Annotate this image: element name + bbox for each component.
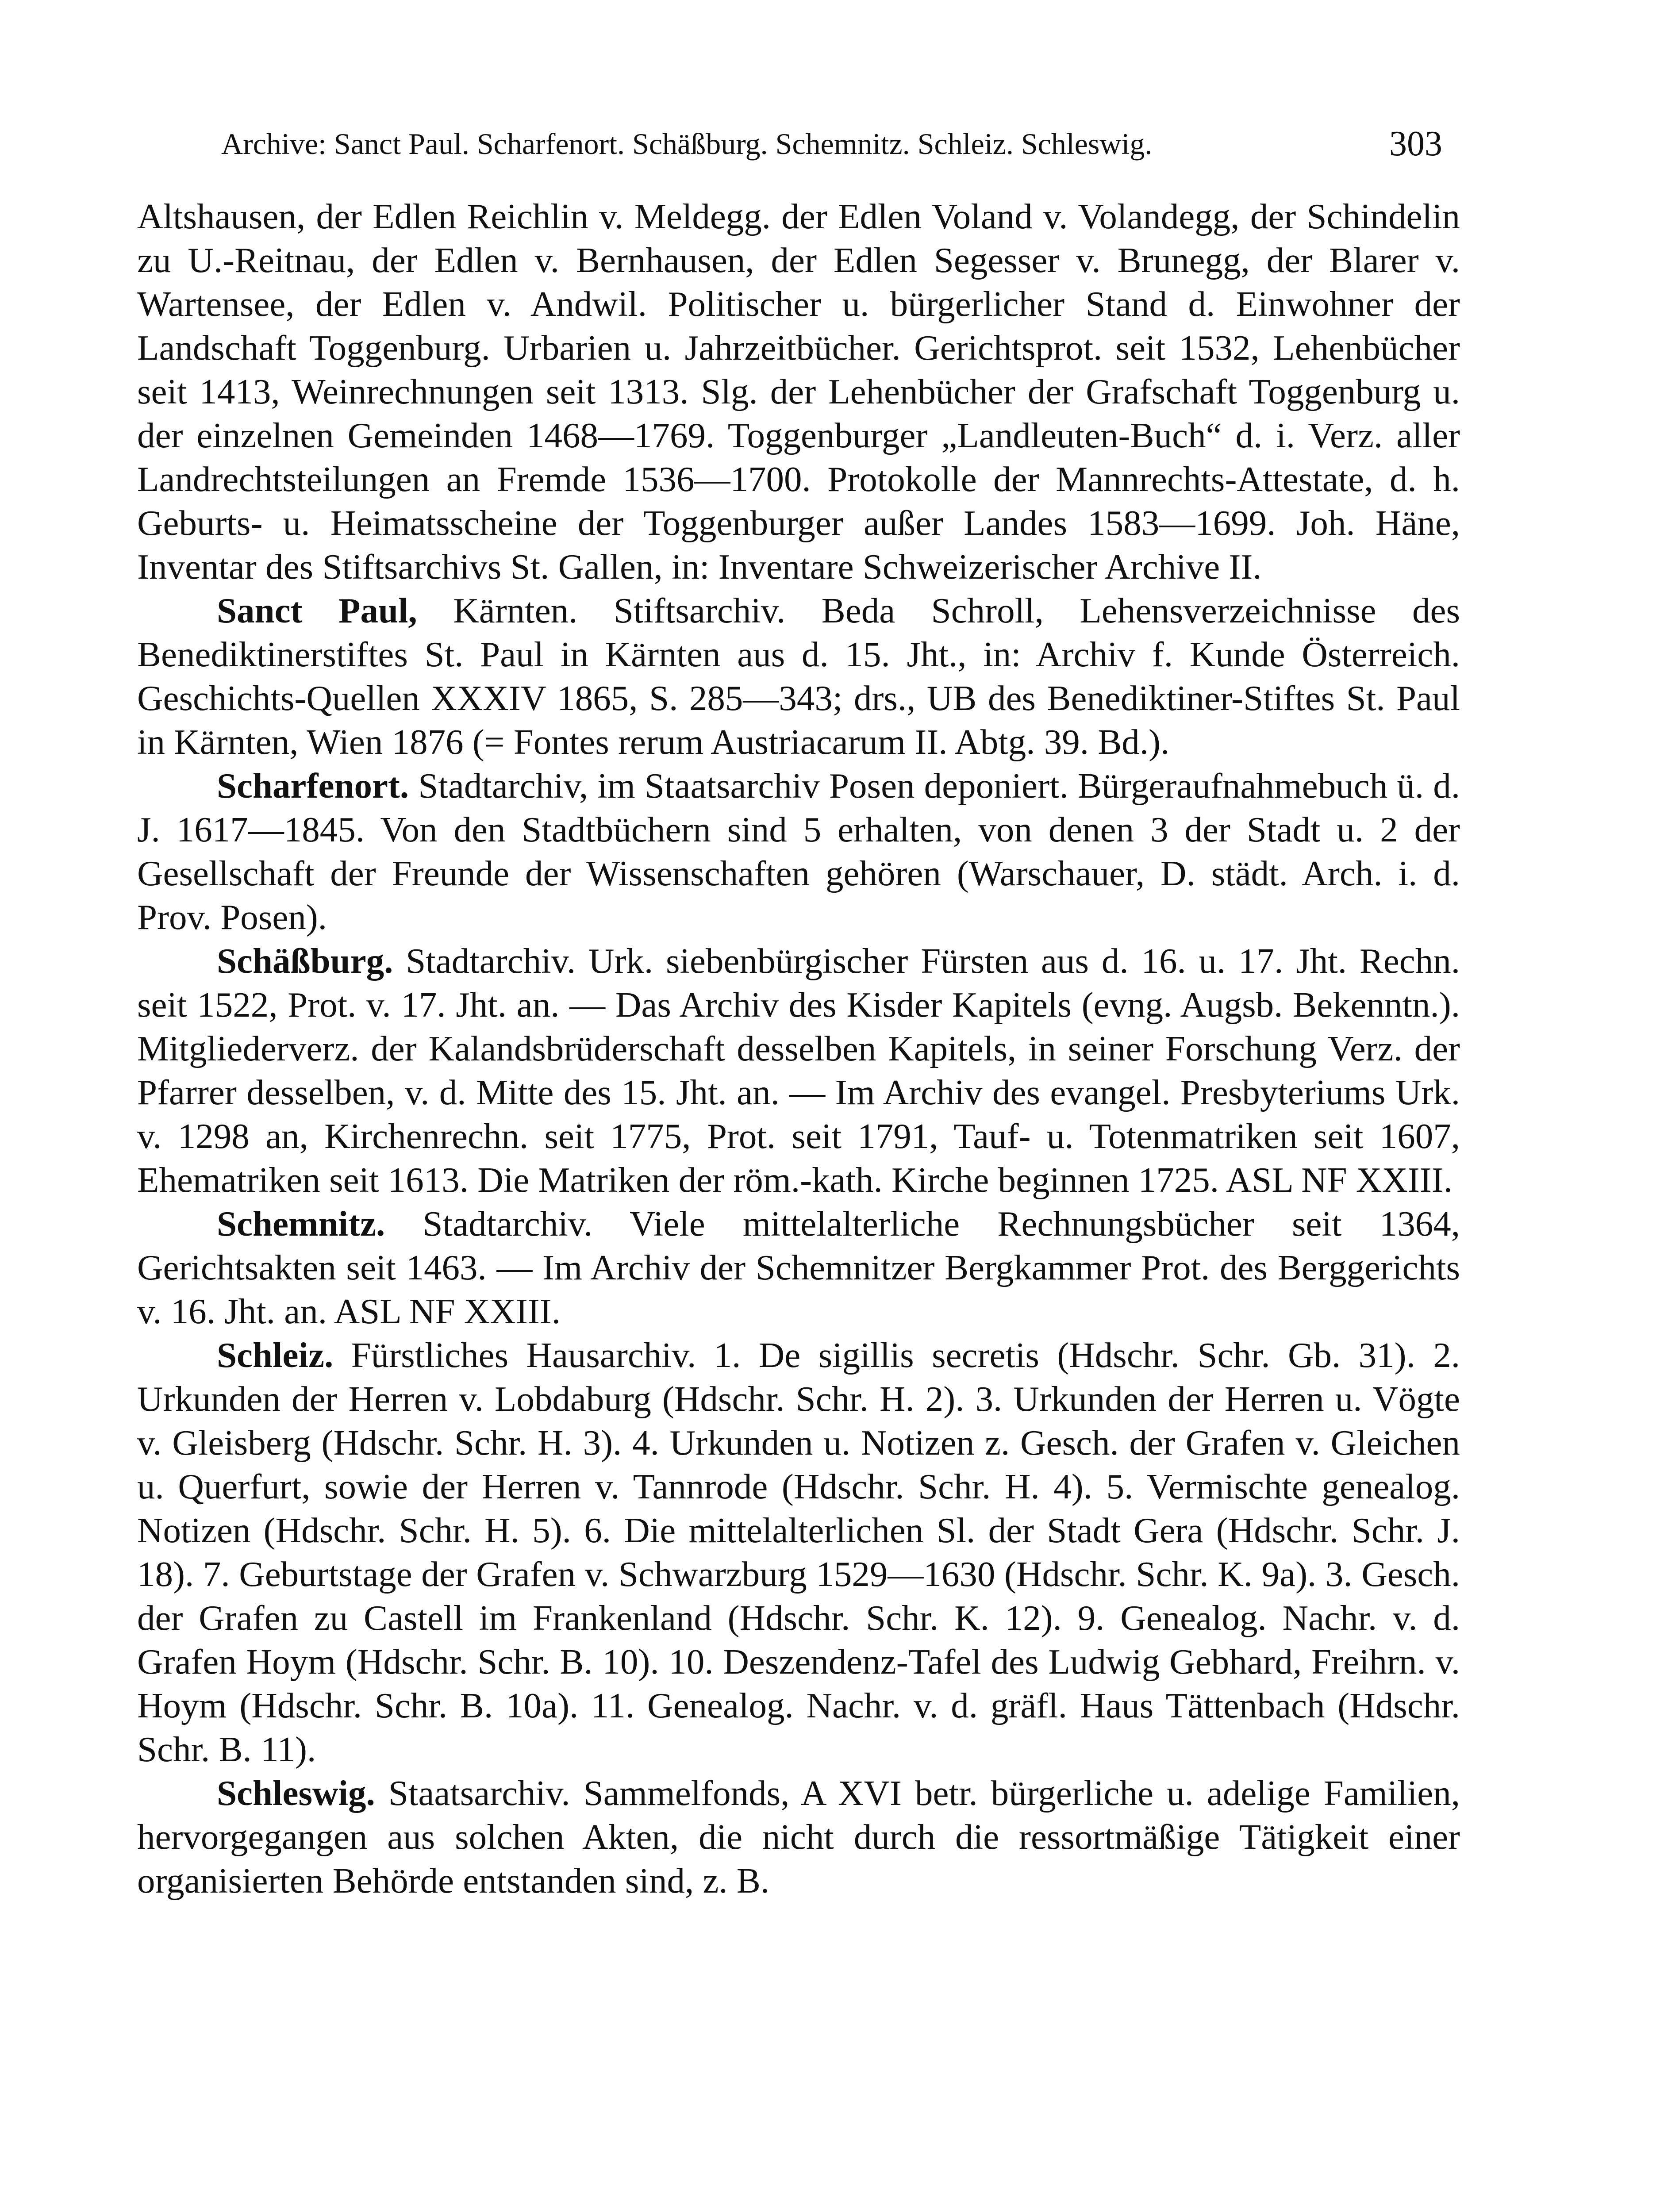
- entry-place: Scharfenort.: [217, 766, 409, 806]
- entry-place: Schleswig.: [217, 1773, 375, 1813]
- entry-sanct-paul: [137, 589, 1460, 764]
- entry-text: Stadtarchiv, im Staatsarchiv Posen deponiert. Bürgeraufnahmebuch ü. d. J. 1617—1845. Von den Stadtbüchern sind 5 erhalten, von denen 3 der Stadt u. 2 der Gesellschaft der Freunde der Wissenschaften gehören (Warschauer, D. städt. Arch. i. d. Prov. Posen).: [137, 766, 1460, 937]
- entry-schemnitz: [137, 1202, 1460, 1333]
- entry-text: Kärnten. Stiftsarchiv. Beda Schroll, Lehensverzeichnisse des Benediktinerstiftes St. Paul in Kärnten aus d. 15. Jht., in: Archiv f. Kunde Österreich. Geschichts-Quellen XXXIV 1865, S. 285—343; drs., UB des Benediktiner-Stiftes St. Paul in Kärnten, Wien 1876 (= Fontes rerum Austriacarum II. Abtg. 39. Bd.).: [137, 591, 1460, 762]
- entry-text: Stadtarchiv. Viele mittelalterliche Rechnungsbücher seit 1364, Gerichtsakten seit 1463. — Im Archiv der Schemnitzer Bergkammer Prot. des Berggerichts v. 16. Jht. an. ASL NF XXIII.: [137, 1204, 1460, 1331]
- entry-schaessburg: [137, 939, 1460, 1202]
- entry-place: Sanct Paul,: [217, 591, 417, 630]
- entry-text: Stadtarchiv. Urk. siebenbürgischer Fürsten aus d. 16. u. 17. Jht. Rechn. seit 1522, Prot. v. 17. Jht. an. — Das Archiv des Kisder Kapitels (evng. Augsb. Bekenntn.). Mitgliederverz. der Kalandsbrüderschaft desselben Kapitels, in seiner Forschung Verz. der Pfarrer desselben, v. d. Mitte des 15. Jht. an. — Im Archiv des evangel. Presbyteriums Urk. v. 1298 an, Kirchenrechn. seit 1775, Prot. seit 1791, Tauf- u. Totenmatriken seit 1607, Ehematriken seit 1613. Die Matriken der röm.-kath. Kirche beginnen 1725. ASL NF XXIII.: [137, 941, 1460, 1200]
- entry-scharfenort: [137, 764, 1460, 939]
- entry-place: Schäßburg.: [217, 941, 393, 981]
- entry-continuation: [137, 195, 1460, 589]
- entry-text: Fürstliches Hausarchiv. 1. De sigillis secretis (Hdschr. Schr. Gb. 31). 2. Urkunden der Herren v. Lobdaburg (Hdschr. Schr. H. 2). 3. Urkunden der Herren u. Vögte v. Gleisberg (Hdschr. Schr. H. 3). 4. Urkunden u. Notizen z. Gesch. der Grafen v. Gleichen u. Querfurt, sowie der Herren v. Tannrode (Hdschr. Schr. H. 4). 5. Vermischte genealog. Notizen (Hdschr. Schr. H. 5). 6. Die mittelalterlichen Sl. der Stadt Gera (Hdschr. Schr. J. 18). 7. Geburtstage der Grafen v. Schwarzburg 1529—1630 (Hdschr. Schr. K. 9a). 3. Gesch. der Grafen zu Castell im Frankenland (Hdschr. Schr. K. 12). 9. Genealog. Nachr. v. d. Grafen Hoym (Hdschr. Schr. B. 10). 10. Deszendenz-Tafel des Ludwig Gebhard, Freihrn. v. Hoym (Hdschr. Schr. B. 10a). 11. Genealog. Nachr. v. d. gräfl. Haus Tättenbach (Hdschr. Schr. B. 11).: [137, 1335, 1460, 1769]
- entry-text: Altshausen, der Edlen Reichlin v. Meldegg. der Edlen Voland v. Volandegg, der Schindelin zu U.-Reitnau, der Edlen v. Bernhausen, der Edlen Segesser v. Brunegg, der Blarer v. Wartensee, der Edlen v. Andwil. Politischer u. bürgerlicher Stand d. Einwohner der Landschaft Toggenburg. Urbarien u. Jahrzeitbücher. Gerichtsprot. seit 1532, Lehenbücher seit 1413, Weinrechnungen seit 1313. Slg. der Lehenbücher der Grafschaft Toggenburg u. der einzelnen Gemeinden 1468—1769. Toggenburger „Landleuten-Buch“ d. i. Verz. aller Landrechtsteilungen an Fremde 1536—1700. Protokolle der Mannrechts-Attestate, d. h. Geburts- u. Heimatsscheine der Toggenburger außer Landes 1583—1699. Joh. Häne, Inventar des Stiftsarchivs St. Gallen, in: Inventare Schweizerischer Archive II.: [137, 196, 1460, 587]
- entry-schleiz: [137, 1333, 1460, 1771]
- entry-schleswig: [137, 1771, 1460, 1903]
- entry-place: Schleiz.: [217, 1335, 334, 1375]
- running-head: Archive: Sanct Paul. Scharfenort. Schäßburg. Schemnitz. Schleiz. Schleswig.: [221, 127, 1153, 161]
- body-text: [137, 195, 1460, 1903]
- entry-place: Schemnitz.: [217, 1204, 385, 1244]
- entry-text: Staatsarchiv. Sammelfonds, A XVI betr. bürgerliche u. adelige Familien, hervorgegangen aus solchen Akten, die nicht durch die ressortmäßige Tätigkeit einer organisierten Behörde entstanden sind, z. B.: [137, 1773, 1460, 1901]
- page-number: 303: [1389, 124, 1442, 163]
